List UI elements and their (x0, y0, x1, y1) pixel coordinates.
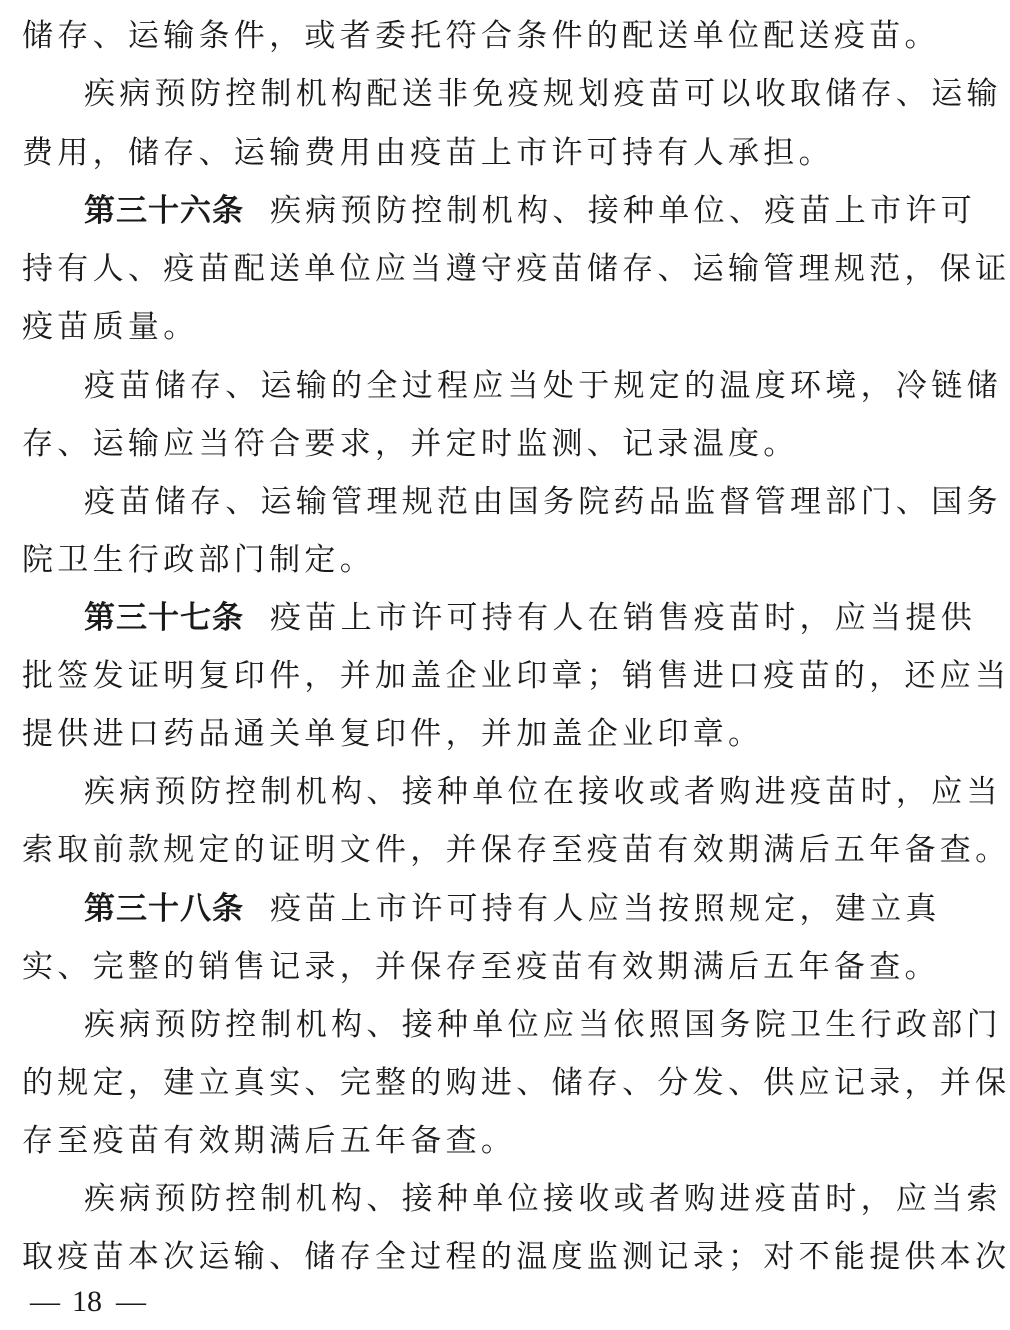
text-line: 费用，储存、运输费用由疫苗上市许可持有人承担。 (22, 135, 834, 171)
text-line: 疫苗质量。 (22, 309, 199, 345)
text-line: 实、完整的销售记录，并保存至疫苗有效期满后五年备查。 (22, 949, 940, 985)
text-line: 院卫生行政部门制定。 (22, 542, 375, 578)
footer-dash-left: — (30, 1285, 58, 1318)
text-line: 持有人、疫苗配送单位应当遵守疫苗储存、运输管理规范，保证 (22, 251, 1010, 287)
paragraph-start-line: 疫苗储存、运输的全过程应当处于规定的温度环境，冷链储 (84, 368, 1002, 404)
paragraph-start-line: 疾病预防控制机构、接种单位应当依照国务院卫生行政部门 (84, 1007, 1002, 1043)
article-37-line: 第三十七条 疫苗上市许可持有人在销售疫苗时，应当提供 (84, 600, 976, 636)
paragraph-start-line: 疾病预防控制机构、接种单位在接收或者购进疫苗时，应当 (84, 774, 1002, 810)
page-footer (30, 1284, 144, 1320)
text-line: 存至疫苗有效期满后五年备查。 (22, 1123, 517, 1159)
text-line: 索取前款规定的证明文件，并保存至疫苗有效期满后五年备查。 (22, 832, 1010, 868)
article-heading: 第三十六条 (84, 193, 244, 229)
footer-dash-right: — (116, 1285, 144, 1318)
text-line: 存、运输应当符合要求，并定时监测、记录温度。 (22, 426, 799, 462)
page-number: 18 (72, 1285, 102, 1318)
article-heading: 第三十七条 (84, 600, 244, 636)
paragraph-start-line: 疾病预防控制机构、接种单位接收或者购进疫苗时，应当索 (84, 1181, 1002, 1217)
text-line: 的规定，建立真实、完整的购进、储存、分发、供应记录，并保 (22, 1065, 1010, 1101)
text-line: 批签发证明复印件，并加盖企业印章；销售进口疫苗的，还应当 (22, 658, 1010, 694)
text-line: 提供进口药品通关单复印件，并加盖企业印章。 (22, 716, 764, 752)
article-heading: 第三十八条 (84, 891, 244, 927)
text-line: 取疫苗本次运输、储存全过程的温度监测记录；对不能提供本次 (22, 1239, 1010, 1275)
paragraph-start-line: 疫苗储存、运输管理规范由国务院药品监督管理部门、国务 (84, 484, 1002, 520)
article-36-line: 第三十六条 疾病预防控制机构、接种单位、疫苗上市许可 (84, 193, 976, 229)
paragraph-start-line: 疾病预防控制机构配送非免疫规划疫苗可以收取储存、运输 (84, 76, 1002, 112)
article-38-line: 第三十八条 疫苗上市许可持有人应当按照规定，建立真 (84, 891, 941, 927)
text-line: 储存、运输条件，或者委托符合条件的配送单位配送疫苗。 (22, 18, 940, 54)
